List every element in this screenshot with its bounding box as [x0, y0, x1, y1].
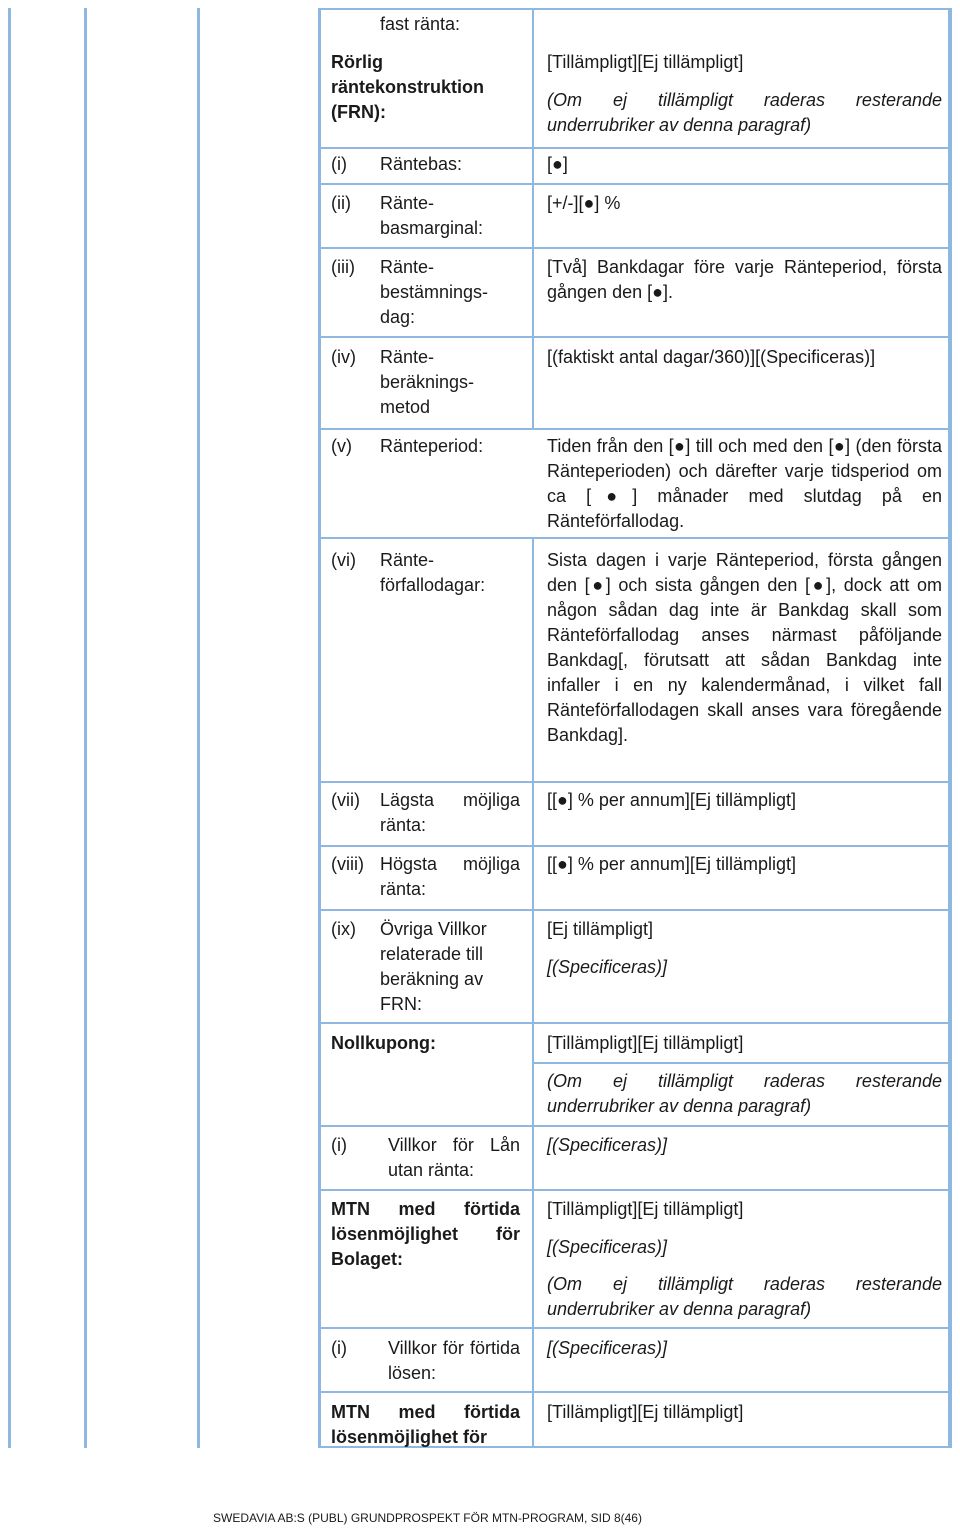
early-redemption-label: Villkor för förtida lösen: — [388, 1338, 520, 1383]
table-rule — [318, 8, 952, 10]
table-rule — [318, 247, 952, 249]
table-rule — [318, 1391, 952, 1393]
interest-period-value: Tiden från den [●] till och med den [●] (den första Ränteperioden) och därefter varje tidsperiod om ca [●] månader med slutdag på en Ränteförfallodag. — [547, 436, 942, 531]
row-number: (i) — [331, 1338, 347, 1358]
other-terms-value: [Ej tillämpligt] — [547, 919, 654, 939]
payment-dates-value: Sista dagen i varje Ränteperiod, första gången den [●] och sista gången den [●], dock att om någon sådan dag inte är Bankdag skall som Ränteförfallodag anses närmast påföljande Bankdag[, förutsatt att sådan Bankdag inte infaller i en ny kalendermånad, i vilket fall Ränteförfallodagen skall anses vara föregående Bankdag]. — [547, 550, 942, 745]
row-number: (iii) — [331, 257, 355, 277]
max-rate-value: [[●] % per annum][Ej tillämpligt] — [547, 854, 796, 874]
fixing-date-value: [Två] Bankdagar före varje Ränteperiod, första gången den [●]. — [547, 257, 942, 302]
zero-coupon-choice: [Tillämpligt][Ej tillämpligt] — [547, 1033, 744, 1053]
margin-value: [+/-][●] % — [547, 193, 621, 213]
base-rate-label: Räntebas: — [380, 154, 463, 174]
min-rate-label: Lägsta möjliga ränta: — [380, 790, 520, 835]
holder-put-choice: [Tillämpligt][Ej tillämpligt] — [547, 1402, 744, 1422]
row-number: (vii) — [331, 790, 360, 810]
row-number: (ii) — [331, 193, 351, 213]
table-rule — [318, 537, 952, 539]
table-rule — [318, 428, 952, 430]
margin-rule — [197, 8, 200, 1448]
zero-coupon-note: (Om ej tillämpligt raderas resterande underrubriker av denna paragraf) — [547, 1071, 942, 1116]
table-rule — [318, 1327, 952, 1329]
margin-rule — [84, 8, 87, 1448]
holder-put-heading: MTN med förtida lösenmöjlighet för — [331, 1402, 520, 1447]
frn-choice: [Tillämpligt][Ej tillämpligt] — [547, 52, 744, 72]
table-rule — [318, 1189, 952, 1191]
payment-dates-label: Ränte- förfallodagar: — [380, 550, 486, 595]
table-rule — [318, 1022, 952, 1024]
column-rule — [532, 537, 534, 1446]
early-redemption-value: [(Specificeras)] — [547, 1338, 668, 1358]
table-rule — [318, 909, 952, 911]
column-rule — [532, 8, 534, 428]
row-number: (vi) — [331, 550, 356, 570]
day-count-value: [(faktiskt antal dagar/360)][(Specificeras)] — [547, 347, 876, 367]
row-number: (v) — [331, 436, 352, 456]
issuer-call-note: (Om ej tillämpligt raderas resterande underrubriker av denna paragraf) — [547, 1274, 942, 1319]
interest-period-label: Ränteperiod: — [380, 436, 484, 456]
margin-rule — [8, 8, 11, 1448]
frn-heading: Rörlig räntekonstruktion (FRN): — [331, 52, 485, 122]
frn-note: (Om ej tillämpligt raderas resterande underrubriker av denna paragraf) — [547, 90, 942, 135]
issuer-call-spec: [(Specificeras)] — [547, 1237, 668, 1257]
margin-label: Ränte- basmarginal: — [380, 193, 484, 238]
table-rule — [532, 1062, 952, 1064]
issuer-call-heading: MTN med förtida lösenmöjlighet för Bolaget: — [331, 1199, 520, 1269]
table-rule — [318, 1125, 952, 1127]
page-footer: SWEDAVIA AB:S (PUBL) GRUNDPROSPEKT FÖR MTN-PROGRAM, SID 8(46) — [213, 1511, 642, 1525]
table-rule — [318, 147, 952, 149]
table-rule — [318, 183, 952, 185]
zero-coupon-heading: Nollkupong: — [331, 1033, 436, 1053]
fixing-date-label: Ränte- bestämnings- dag: — [380, 257, 489, 327]
table-rule — [318, 781, 952, 783]
max-rate-label: Högsta möjliga ränta: — [380, 854, 520, 899]
fixed-rate-label: fast ränta: — [380, 14, 461, 34]
table-rule — [318, 336, 952, 338]
issuer-call-choice: [Tillämpligt][Ej tillämpligt] — [547, 1199, 744, 1219]
row-number: (iv) — [331, 347, 356, 367]
row-number: (ix) — [331, 919, 356, 939]
no-interest-terms-value: [(Specificeras)] — [547, 1135, 668, 1155]
day-count-label: Ränte- beräknings- metod — [380, 347, 475, 417]
other-terms-spec: [(Specificeras)] — [547, 957, 668, 977]
no-interest-terms-label: Villkor för Lån utan ränta: — [388, 1135, 520, 1180]
other-terms-label: Övriga Villkor relaterade till beräkning av FRN: — [380, 919, 487, 1014]
table-rule — [318, 845, 952, 847]
row-number: (i) — [331, 1135, 347, 1155]
min-rate-value: [[●] % per annum][Ej tillämpligt] — [547, 790, 796, 810]
base-rate-value: [●] — [547, 154, 568, 174]
row-number: (i) — [331, 154, 347, 174]
row-number: (viii) — [331, 854, 364, 874]
